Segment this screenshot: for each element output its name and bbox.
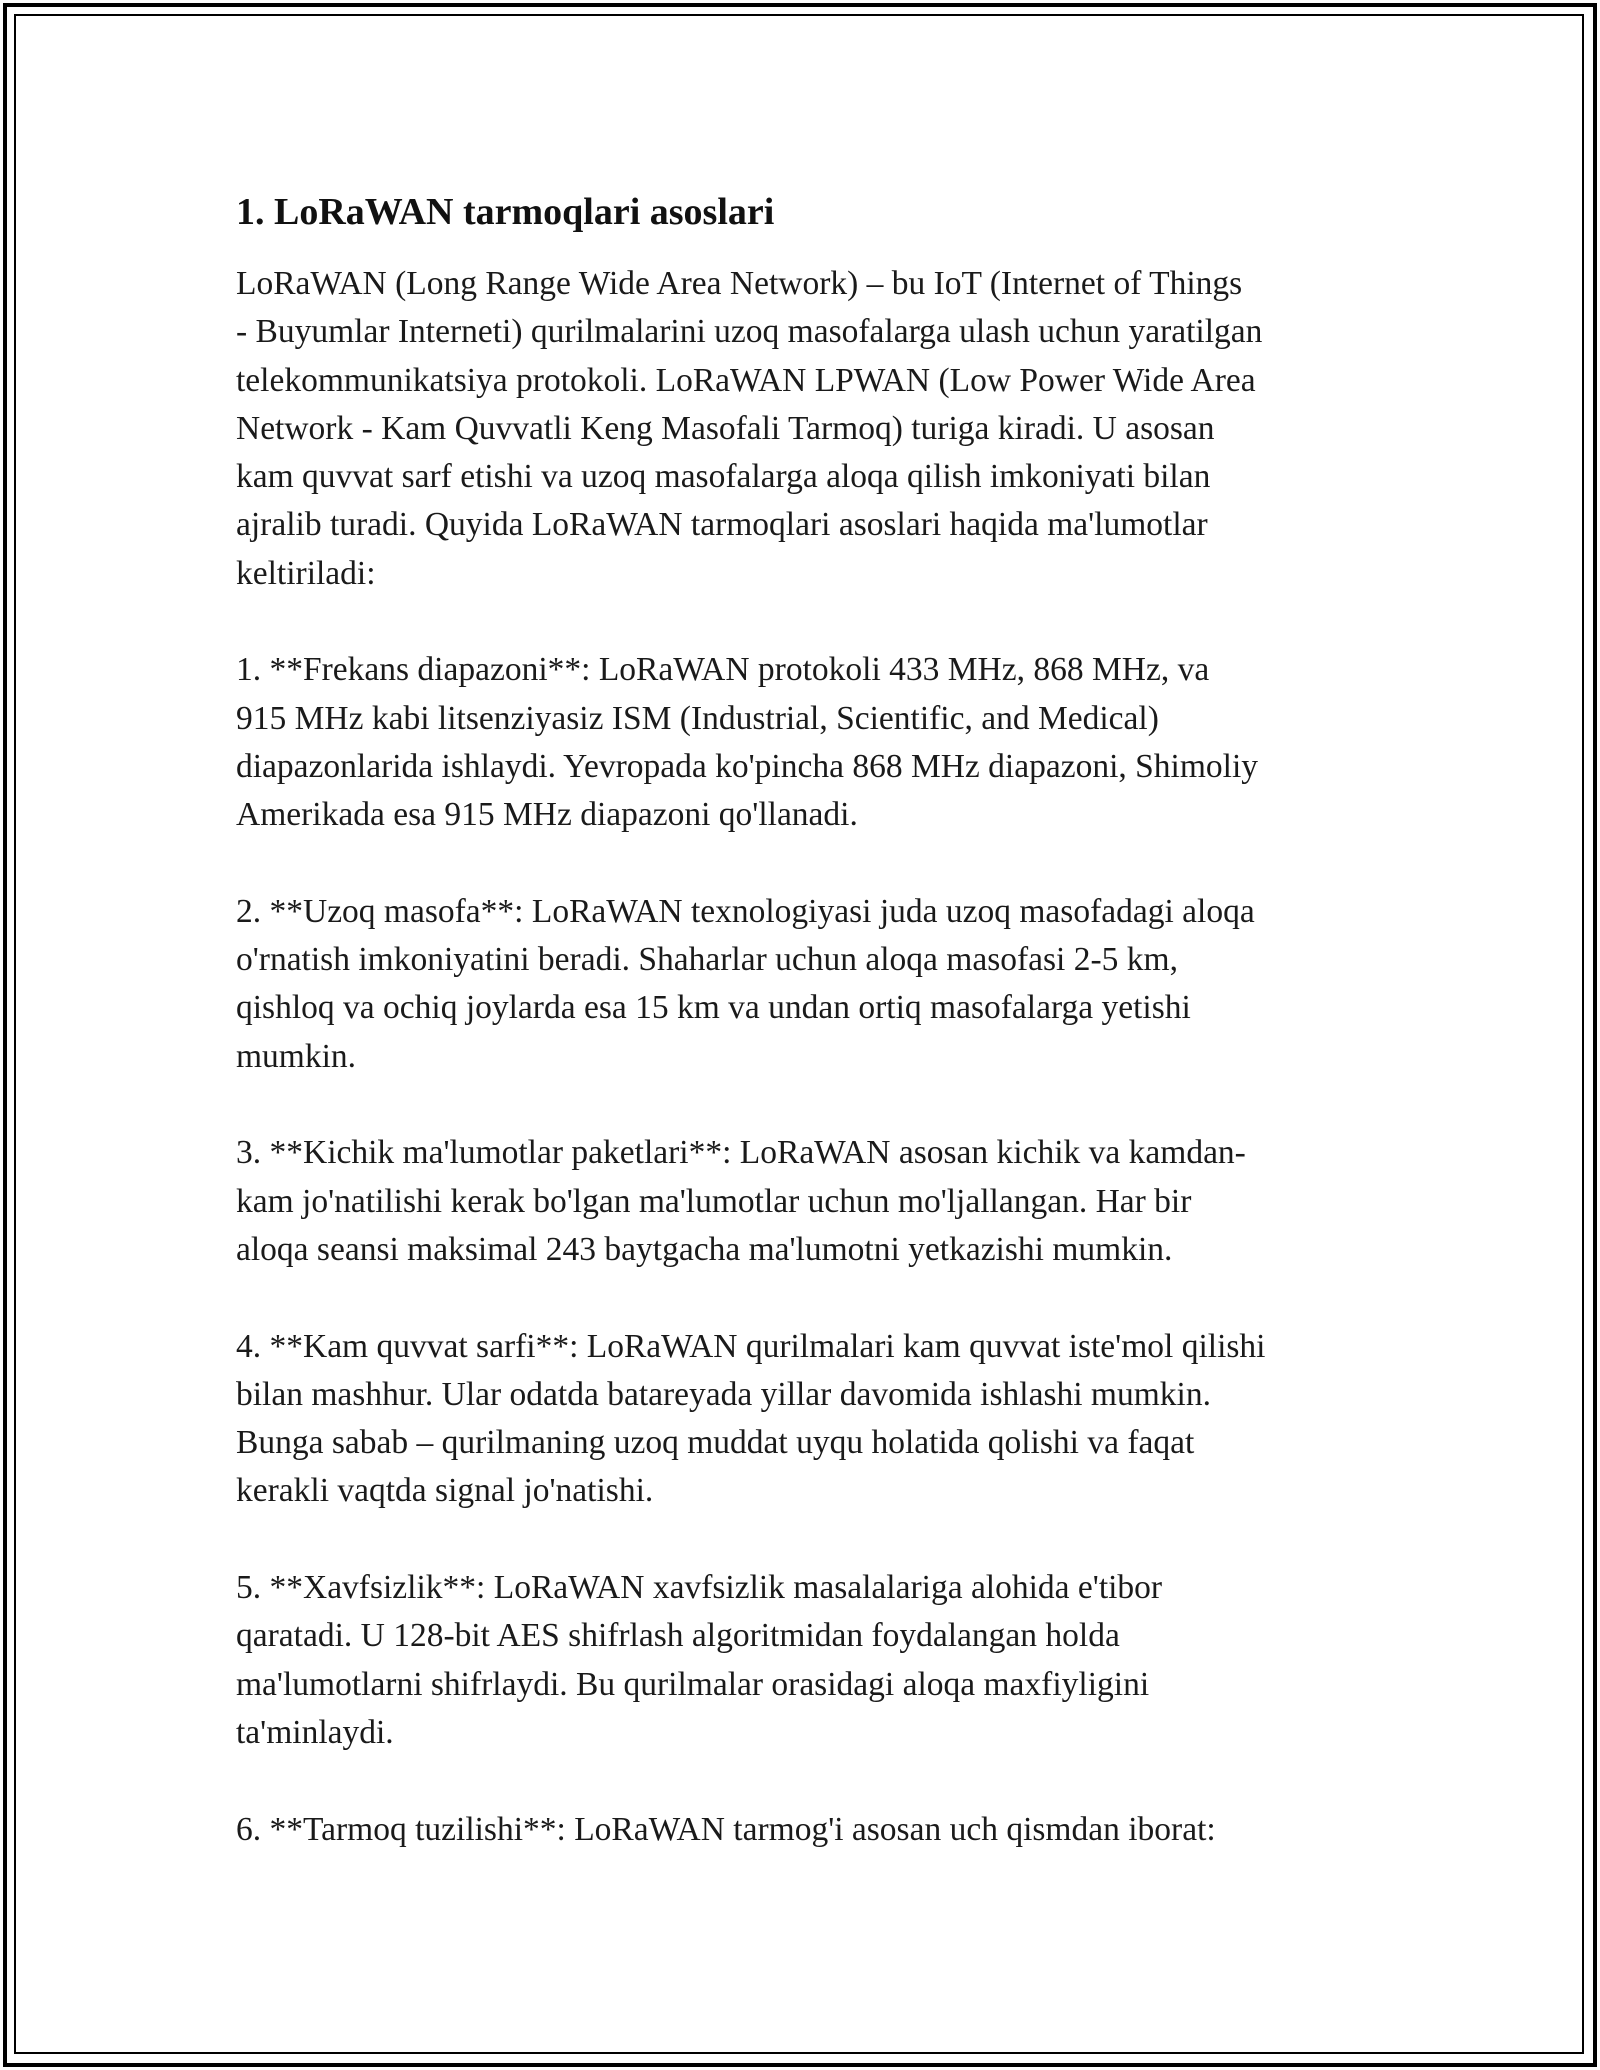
list-item-range: 2. **Uzoq masofa**: LoRaWAN texnologiyasi juda uzoq masofadagi aloqa o'rnatish imkoniyatini beradi. Shaharlar uchun aloqa masofasi 2-5 km, qishloq va ochiq joylarda esa 15 km va undan ortiq masofalarga yetishi mumkin. <box>236 892 1255 1075</box>
list-item-security: 5. **Xavfsizlik**: LoRaWAN xavfsizlik masalalariga alohida e'tibor qaratadi. U 128-bit AES shifrlash algoritmidan foydalangan holda ma'lumotlarni shifrlaydi. Bu qurilmalar orasidagi aloqa maxfiyligini ta'minlaydi. <box>236 1569 1163 1751</box>
document-title: 1. LoRaWAN tarmoqlari asoslari <box>236 191 775 233</box>
document-body <box>236 188 1376 1854</box>
list-item-packets: 3. **Kichik ma'lumotlar paketlari**: LoRaWAN asosan kichik va kamdan- kam jo'natilishi kerak bo'lgan ma'lumotlar uchun mo'ljallangan. Har bir aloqa seansi maksimal 243 baytgacha ma'lumotni yetkazishi mumkin. <box>236 1134 1246 1268</box>
intro-paragraph: LoRaWAN (Long Range Wide Area Network) – bu IoT (Internet of Things - Buyumlar Interneti) qurilmalarini uzoq masofalarga ulash uchun yaratilgan telekommunikatsiya protokoli. LoRaWAN LPWAN (Low Power Wide Area Network - Kam Quvvatli Keng Masofali Tarmoq) turiga kiradi. U asosan kam quvvat sarf etishi va uzoq masofalarga aloqa qilish imkoniyati bilan ajralib turadi. Quyida LoRaWAN tarmoqlari asoslari haqida ma'lumotlar keltiriladi: <box>236 265 1263 592</box>
list-item-power: 4. **Kam quvvat sarfi**: LoRaWAN qurilmalari kam quvvat iste'mol qilishi bilan mashhur. Ular odatda batareyada yillar davomida ishlashi mumkin. Bunga sabab – qurilmaning uzoq muddat uyqu holatida qolishi va faqat kerakli vaqtda signal jo'natishi. <box>236 1327 1266 1510</box>
list-item-frequency: 1. **Frekans diapazoni**: LoRaWAN protokoli 433 MHz, 868 MHz, va 915 MHz kabi litsenziyasiz ISM (Industrial, Scientific, and Medical) diapazonlarida ishlaydi. Yevropada ko'pincha 868 MHz diapazoni, Shimoliy Amerikada esa 915 MHz diapazoni qo'llanadi. <box>236 651 1258 834</box>
list-item-network-structure: 6. **Tarmoq tuzilishi**: LoRaWAN tarmog'i asosan uch qismdan iborat: <box>236 1810 1216 1848</box>
